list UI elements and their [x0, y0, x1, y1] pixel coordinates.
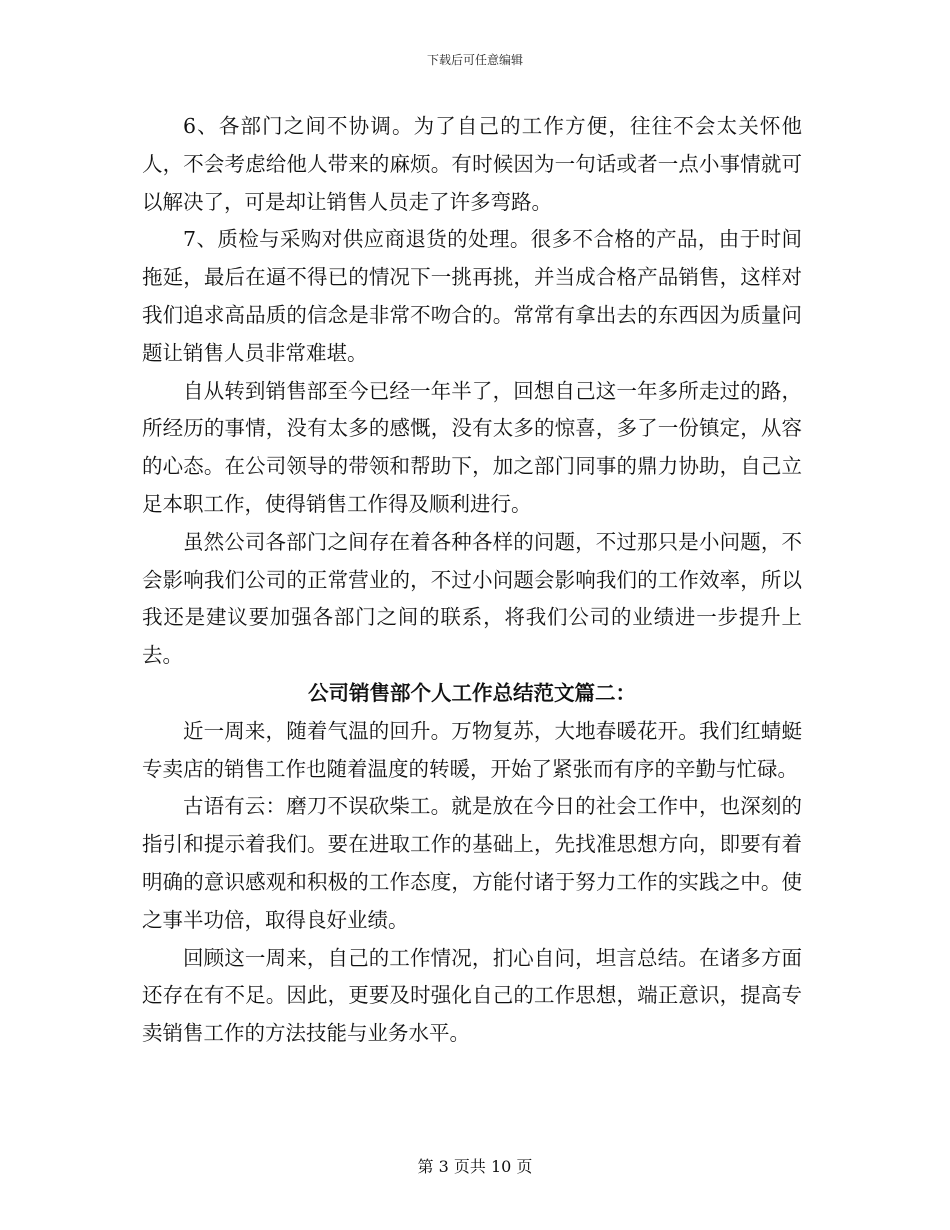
section-title: 公司销售部个人工作总结范文篇二： [308, 680, 636, 705]
document-body [142, 108, 802, 1053]
paragraph-suggestion: 虽然公司各部门之间存在着各种各样的问题，不过那只是小问题，不会影响我们公司的正常营业的，不过小问题会影响我们的工作效率，所以我还是建议要加强各部门之间的联系，将我们公司的业绩进一步提升上去。 [142, 529, 802, 668]
paragraph-item-6: 6、各部门之间不协调。为了自己的工作方便，往往不会太关怀他人，不会考虑给他人带来的麻烦。有时候因为一句话或者一点小事情就可以解决了，可是却让销售人员走了许多弯路。 [142, 114, 802, 214]
paragraph-review: 回顾这一周来，自己的工作情况，扪心自问，坦言总结。在诸多方面还存在有不足。因此，更要及时强化自己的工作思想，端正意识，提高专卖销售工作的方法技能与业务水平。 [142, 945, 802, 1046]
paragraph-week-intro: 近一周来，随着气温的回升。万物复苏，大地春暖花开。我们红蜻蜓专卖店的销售工作也随着温度的转暖，开始了紧张而有序的辛勤与忙碌。 [142, 718, 802, 781]
paragraph-reflection: 自从转到销售部至今已经一年半了，回想自己这一年多所走过的路，所经历的事情，没有太多的感慨，没有太多的惊喜，多了一份镇定，从容的心态。在公司领导的带领和帮助下，加之部门同事的鼎力协助，自己立足本职工作，使得销售工作得及顺利进行。 [142, 378, 802, 516]
paragraph-proverb: 古语有云：磨刀不误砍柴工。就是放在今日的社会工作中，也深刻的指引和提示着我们。要在进取工作的基础上，先找准思想方向，即要有着明确的意识感观和积极的工作态度，方能付诸于努力工作的实践之中。使之事半功倍，取得良好业绩。 [142, 794, 802, 932]
page-header: 下载后可任意编辑 [426, 53, 523, 67]
paragraph-item-7: 7、质检与采购对供应商退货的处理。很多不合格的产品，由于时间拖延，最后在逼不得已的情况下一挑再挑，并当成合格产品销售，这样对我们追求高品质的信念是非常不吻合的。常常有拿出去的东西因为质量问题让销售人员非常难堪。 [142, 227, 802, 365]
page-number: 第 3 页共 10 页 [417, 1157, 533, 1176]
